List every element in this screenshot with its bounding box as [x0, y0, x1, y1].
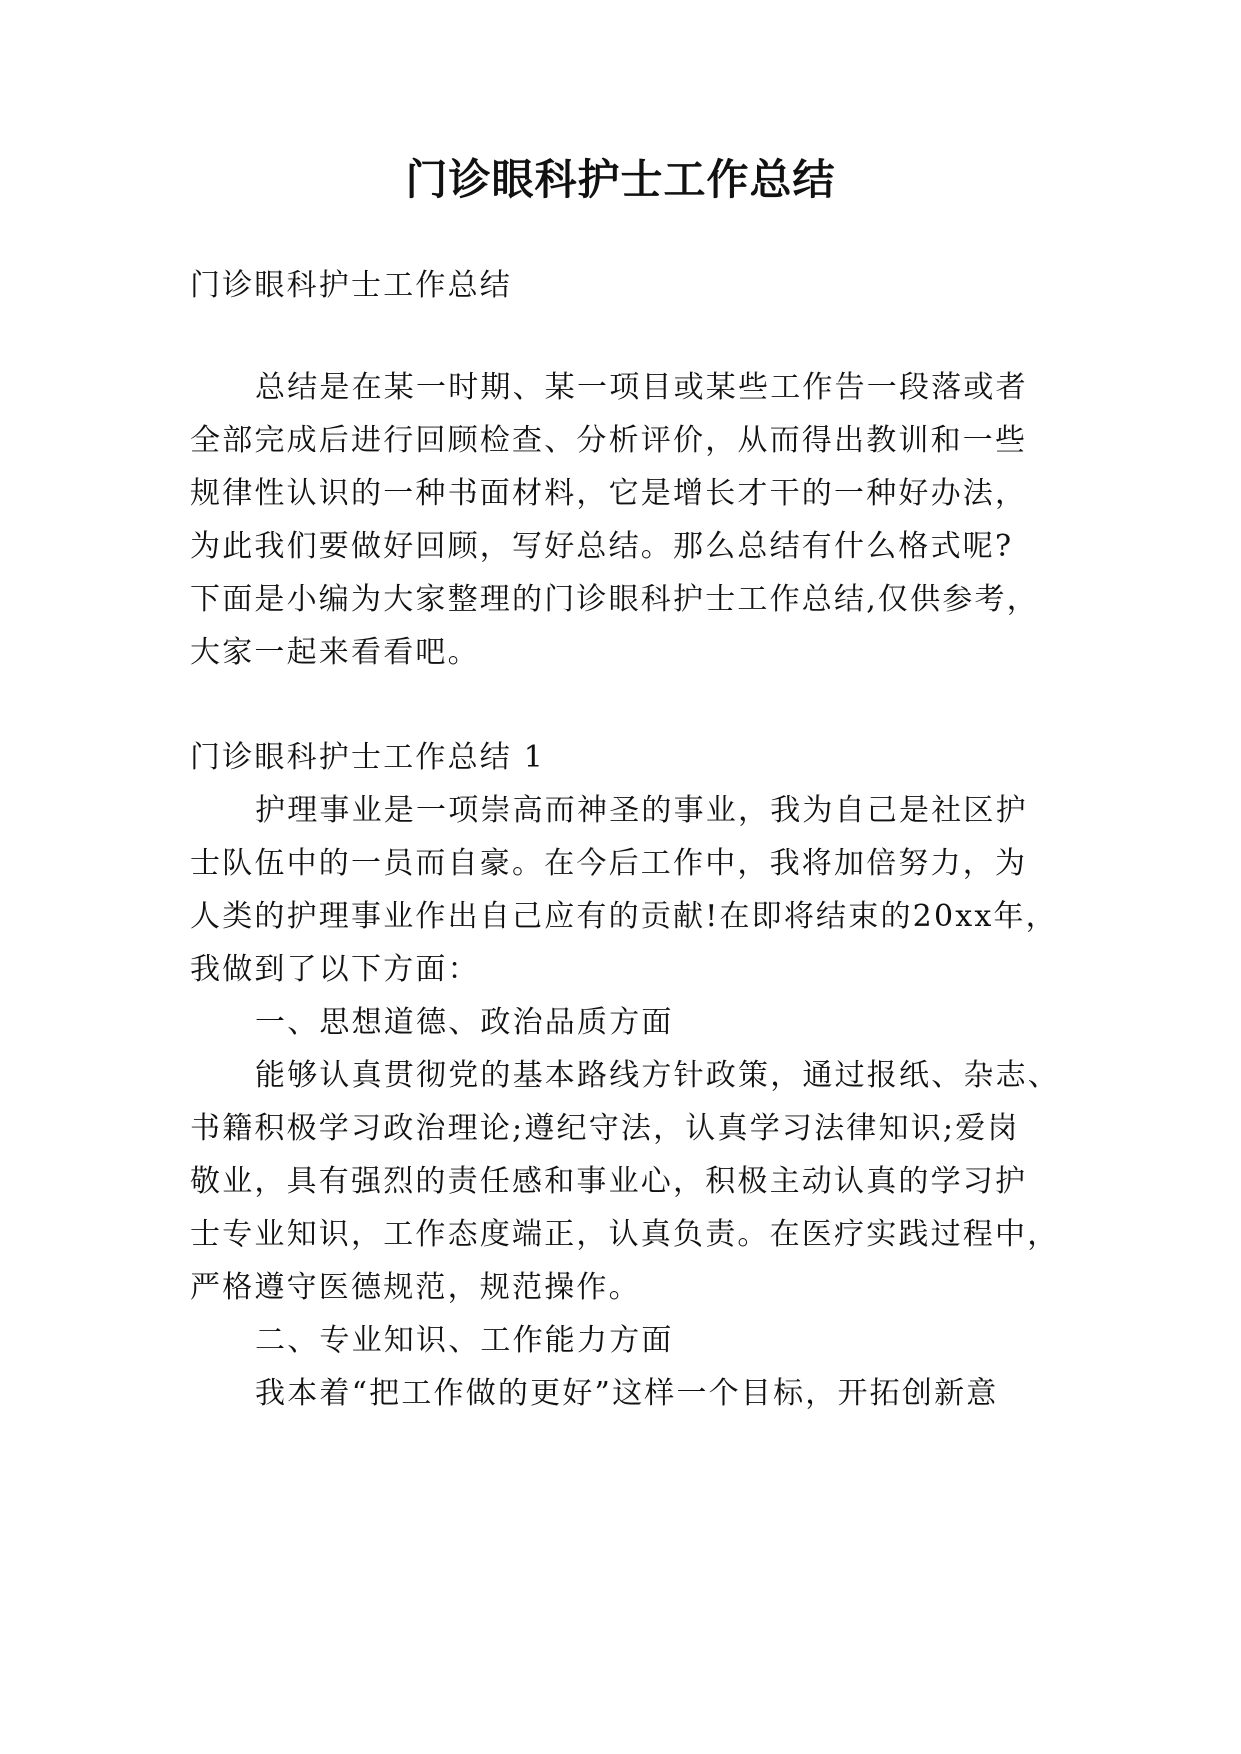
intro-line: 全部完成后进行回顾检查、分析评价，从而得出教训和一些 — [190, 423, 1028, 458]
section-heading: 门诊眼科护士工作总结 1 — [190, 740, 546, 775]
point1-line: 严格遵守医德规范，规范操作。 — [190, 1270, 641, 1305]
document-subtitle: 门诊眼科护士工作总结 — [190, 268, 512, 303]
point1-line: 士专业知识，工作态度端正，认真负责。在医疗实践过程中， — [190, 1217, 1060, 1252]
point1-line: 书籍积极学习政治理论;遵纪守法，认真学习法律知识;爱岗 — [190, 1111, 1020, 1146]
point1-line: 能够认真贯彻党的基本路线方针政策，通过报纸、杂志、 — [255, 1058, 1060, 1093]
point2-line: 我本着“把工作做的更好”这样一个目标，开拓创新意 — [255, 1376, 999, 1411]
intro-line: 总结是在某一时期、某一项目或某些工作告一段落或者 — [255, 370, 1028, 405]
section1-line: 人类的护理事业作出自己应有的贡献!在即将结束的20xx年， — [190, 899, 1058, 934]
point2-heading: 二、专业知识、工作能力方面 — [255, 1323, 674, 1358]
section1-line: 我做到了以下方面： — [190, 952, 480, 987]
section1-line: 士队伍中的一员而自豪。在今后工作中，我将加倍努力，为 — [190, 846, 1028, 881]
point1-heading: 一、思想道德、政治品质方面 — [255, 1005, 674, 1040]
intro-line: 为此我们要做好回顾，写好总结。那么总结有什么格式呢? — [190, 529, 1014, 564]
intro-line: 下面是小编为大家整理的门诊眼科护士工作总结,仅供参考， — [190, 582, 1039, 617]
intro-line: 大家一起来看看吧。 — [190, 635, 480, 670]
section1-line: 护理事业是一项崇高而神圣的事业，我为自己是社区护 — [255, 793, 1028, 828]
document-title: 门诊眼科护士工作总结 — [405, 155, 836, 204]
point1-line: 敬业，具有强烈的责任感和事业心，积极主动认真的学习护 — [190, 1164, 1028, 1199]
intro-line: 规律性认识的一种书面材料，它是增长才干的一种好办法， — [190, 476, 1028, 511]
